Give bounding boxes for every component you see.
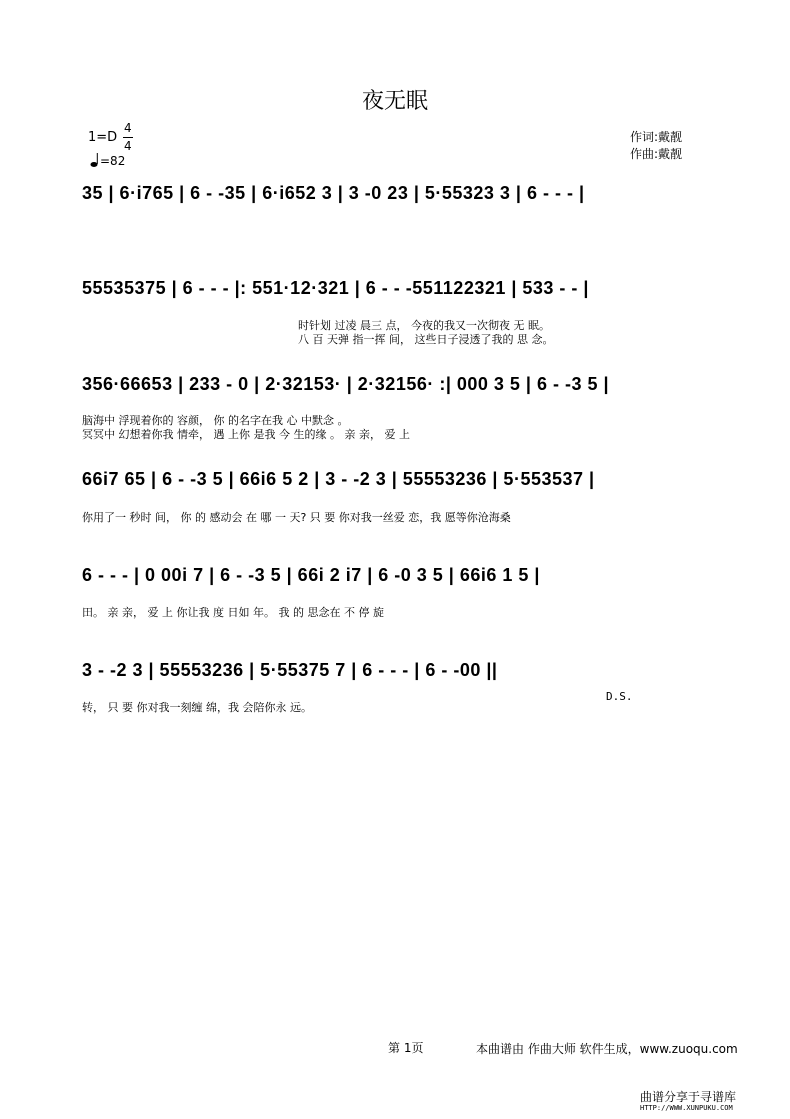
time-signature-top: 4 [124,121,132,135]
notes-line: 55535375 | 6 - - - |: 551·12·321 | 6 - - -551122321 | 533 - - | [82,278,589,298]
watermark-text: 曲谱分享于寻谱库 [640,1090,737,1104]
score-row-4 [82,466,728,526]
quarter-note-icon [90,152,100,171]
notes-line: 6 - - - | 0 00i 7 | 6 - -3 5 | 66i 2 i7 | 6 -0 3 5 | 66i6 1 5 | [82,565,540,585]
time-signature-line [123,137,133,138]
generator-footer: 本曲谱由 作曲大师 软件生成，www.zuoqu.com [476,1042,738,1056]
page-number: 第 1页 [388,1041,424,1055]
score-row-3 [82,371,728,441]
lyric-line-1: 田。 亲 亲， 爱 上 你让我 度 日如 年。 我 的 思念在 不 停 旋 [82,606,384,619]
notes-line: 3 - -2 3 | 55553236 | 5·55375 7 | 6 - - - | 6 - -00 || [82,660,498,680]
dal-segno-marking: D.S. [606,690,633,703]
lyric-line-2: 冥冥中 幻想着你我 情牵， 遇 上你 是我 今 生的缘 。 亲 亲， 爱 上 [82,428,410,441]
composer-credit: 作曲:戴靓 [630,147,683,161]
lyric-line-1: 你用了一 秒时 间， 你 的 感动会 在 哪 一 天? 只 要 你对我一丝爱 恋，我 愿等你沧海桑 [82,511,511,524]
lyric-line-2: 八 百 天弹 指一挥 间， 这些日子浸透了我的 思 念。 [298,333,554,346]
key-signature: 1=D [88,130,118,145]
watermark-url: HTTP://WWW.XUNPUKU.COM [640,1104,733,1112]
score-row-1 [82,180,728,240]
notes-line: 35 | 6·i765 | 6 - -35 | 6·i652 3 | 3 -0 23 | 5·55323 3 | 6 - - - | [82,183,585,203]
notes-line: 356·66653 | 233 - 0 | 2·32153· | 2·32156· :| 000 3 5 | 6 - -3 5 | [82,374,610,394]
score-row-2 [82,275,728,346]
score-row-5 [82,562,728,622]
tempo-marking [90,152,125,171]
page-title: 夜无眠 [361,89,428,114]
lyricist-credit: 作词:戴靓 [630,130,683,144]
score-row-6 [82,657,622,717]
notes-line: 66i7 65 | 6 - -3 5 | 66i6 5 2 | 3 - -2 3 | 55553236 | 5·553537 | [82,469,595,489]
lyric-line-1: 转， 只 要 你对我一刻缠 绵，我 会陪你永 远。 [82,701,312,714]
time-signature-bottom: 4 [124,139,132,153]
lyric-line-1: 脑海中 浮现着你的 容颜， 你 的名字在我 心 中默念 。 [82,414,349,427]
lyric-line-1: 时针划 过凌 晨三 点， 今夜的我又一次彻夜 无 眠。 [298,319,550,332]
tempo-value: =82 [100,154,126,168]
